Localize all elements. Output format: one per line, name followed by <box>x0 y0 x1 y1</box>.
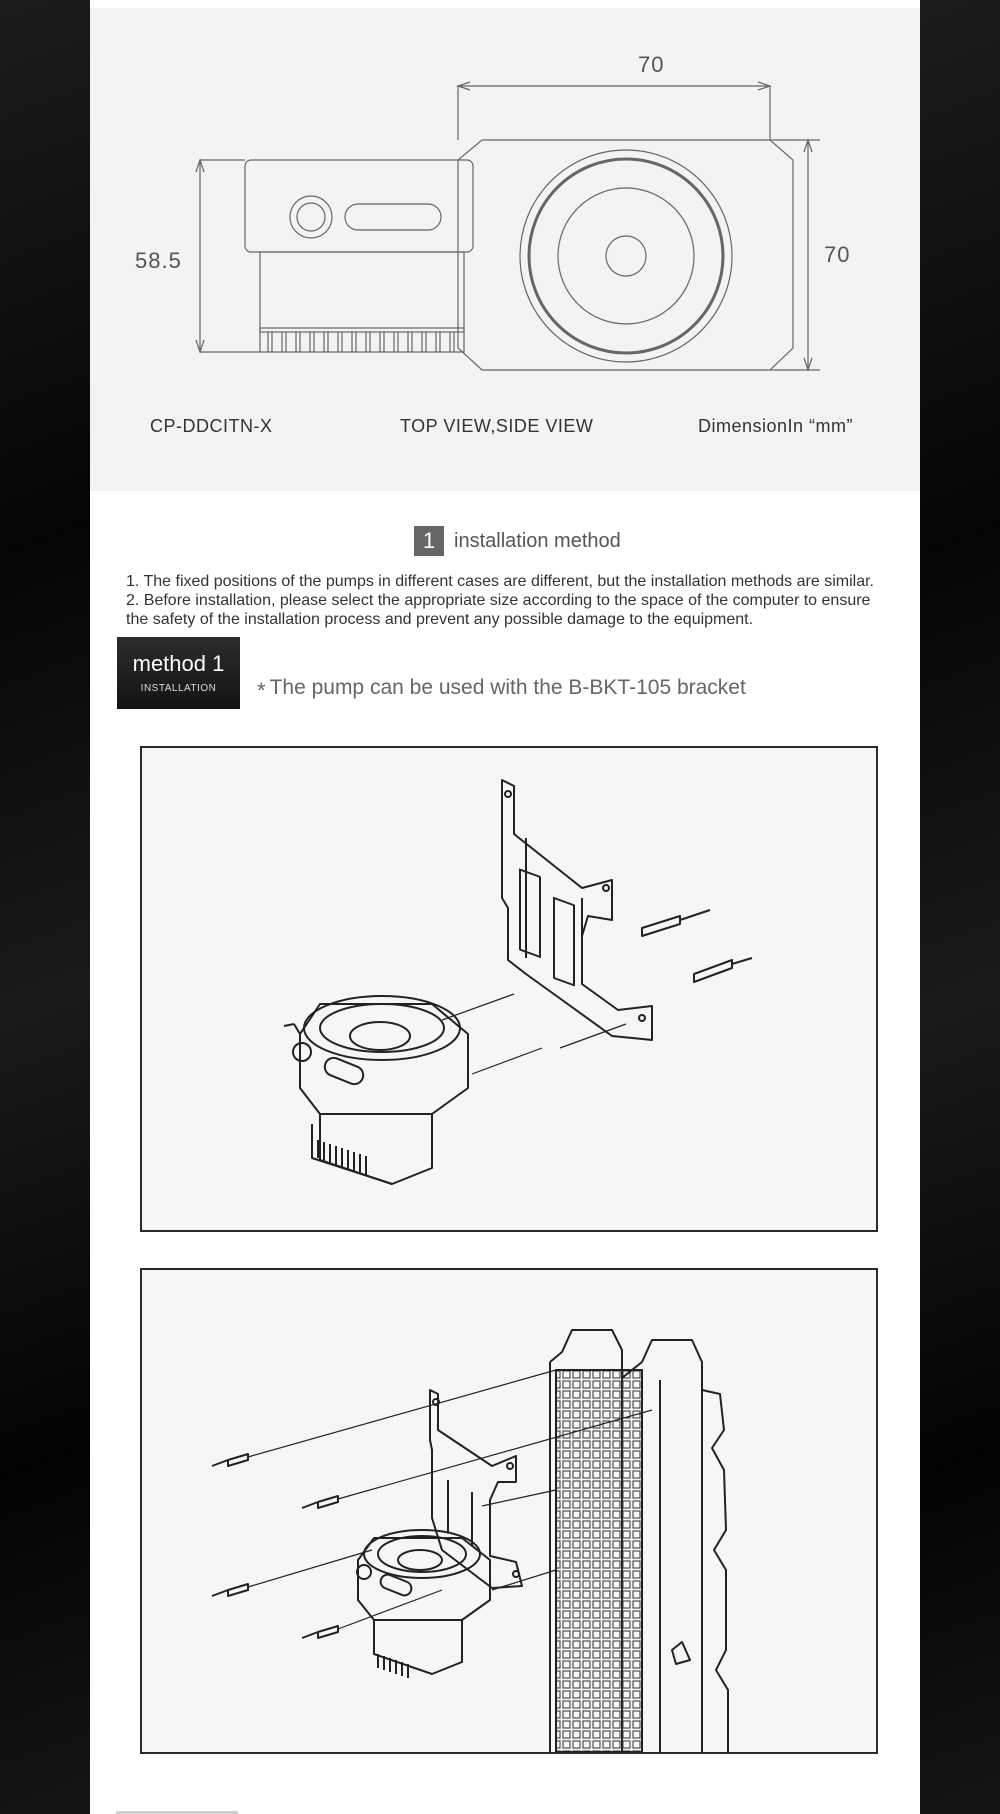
installation-section-heading <box>414 526 621 556</box>
bracket-assembly-illustration <box>142 748 876 1230</box>
pump-body-2 <box>357 1530 490 1678</box>
product-sheet <box>90 0 920 1814</box>
section-number-badge: 1 <box>414 526 444 556</box>
model-caption: CP-DDCITN-X <box>150 416 273 436</box>
pump-body <box>284 996 468 1184</box>
dark-background-right <box>920 0 1000 1814</box>
radiator-mount-figure <box>140 1268 878 1754</box>
depth-dimension: 70 <box>824 242 851 267</box>
screws-2 <box>212 1454 338 1638</box>
width-dimension: 70 <box>638 52 665 77</box>
bracket-note-text: The pump can be used with the B-BKT-105 bracket <box>269 676 746 699</box>
radiator-mount-illustration <box>142 1270 876 1752</box>
mounting-bracket <box>502 780 652 1040</box>
bracket-assembly-figure <box>140 746 878 1232</box>
note-1: 1. The fixed positions of the pumps in different cases are different, but the installation methods are similar. <box>126 573 874 590</box>
method-subtitle: INSTALLATION <box>140 683 217 694</box>
screws <box>642 910 752 982</box>
installation-notes <box>126 572 896 629</box>
bracket-compatibility-note <box>257 676 746 704</box>
dimensions-panel <box>90 8 920 491</box>
height-dimension: 58.5 <box>135 248 182 273</box>
bracket-2 <box>430 1390 522 1588</box>
pump-top-view <box>458 82 820 370</box>
section-title: installation method <box>454 529 621 552</box>
alignment-lines <box>442 994 626 1074</box>
pump-side-view <box>196 160 473 352</box>
method-title: method 1 <box>132 651 225 676</box>
unit-caption: DimensionIn “mm” <box>698 416 854 436</box>
star-mark: * <box>257 678 266 703</box>
dark-background-left <box>0 0 90 1814</box>
radiator <box>550 1330 728 1752</box>
views-caption: TOP VIEW,SIDE VIEW <box>400 416 594 436</box>
note-2: 2. Before installation, please select the appropriate size according to the space of the computer to ensure the safety of the installation process and prevent any possible damage to the equipment. <box>126 592 871 628</box>
method-1-badge <box>117 637 240 709</box>
